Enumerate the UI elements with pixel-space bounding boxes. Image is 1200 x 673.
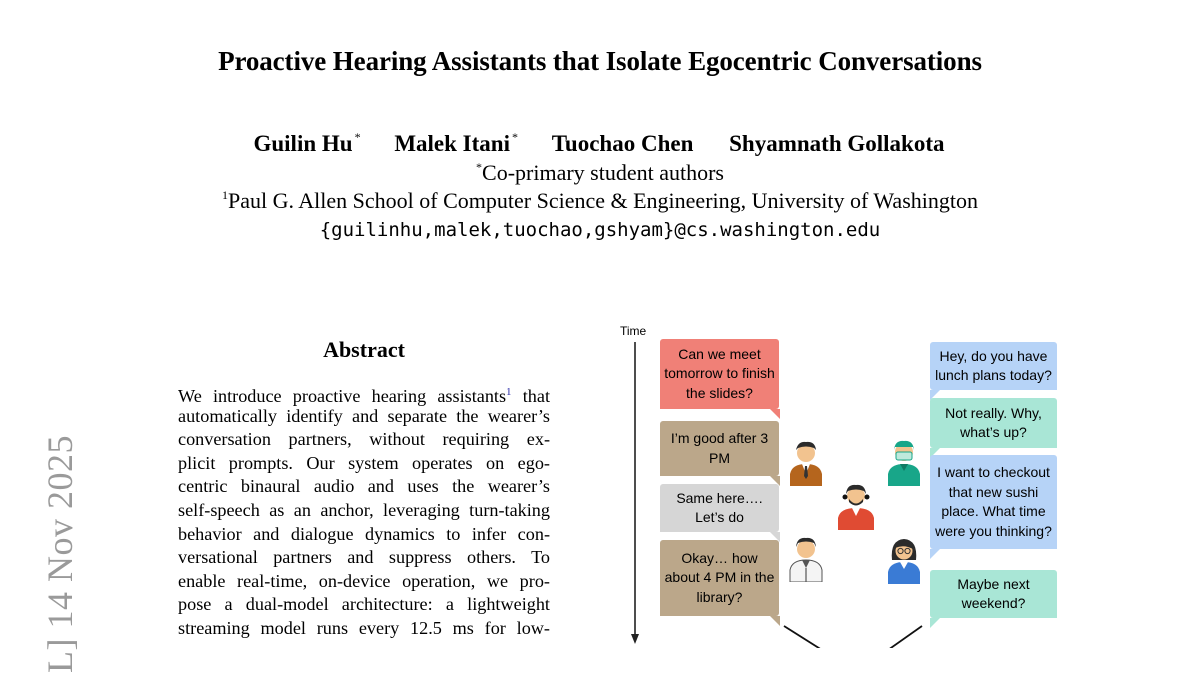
abstract-body [178, 381, 550, 641]
abstract-line: We introduce proactive hearing assistants$^1$ that [178, 386, 550, 406]
bubble-tail [770, 409, 780, 419]
abstract-line: streaming model runs every 12.5 ms for low- [178, 617, 550, 638]
bubble-tail [930, 618, 940, 628]
flow-arrow-left [784, 626, 822, 648]
surgeon-speaker-icon [886, 438, 922, 486]
abstract-line: plicit prompts. Our system operates on ego- [178, 452, 550, 473]
abstract-line: self-speech as an anchor, leveraging turn-taking [178, 499, 550, 520]
abstract-line: versational partners and suppress others. To [178, 547, 550, 568]
time-label: Time [620, 324, 647, 338]
conversation-figure [600, 318, 1080, 648]
author-1: Guilin Hu * [253, 130, 361, 156]
affiliation: $^1$Paul G. Allen School of Computer Science & Engineering, University of Washington [222, 188, 978, 213]
author-3: Tuochao Chen [551, 131, 694, 156]
author-list [0, 130, 1200, 157]
bubble-tail [770, 616, 780, 626]
author-4: Shyamnath Gollakota [729, 131, 945, 156]
flow-arrow-right [888, 626, 922, 648]
abstract-line: automatically identify and separate the wearer’s [178, 405, 550, 426]
speech-bubble-left: I’m good after 3 PM [660, 421, 779, 476]
footnote-marker[interactable]: 1 [506, 386, 512, 398]
speech-bubble-right: Hey, do you have lunch plans today? [930, 342, 1057, 390]
speech-bubble-left: Same here…. Let’s do [660, 484, 779, 532]
speech-bubble-right: Not really. Why, what’s up? [930, 398, 1057, 448]
abstract-line: centric binaural audio and uses the wearer’s [178, 476, 550, 497]
bubble-tail [930, 549, 940, 559]
abstract-line: enable real-time, on-device operation, we pro- [178, 570, 550, 591]
paper-title: Proactive Hearing Assistants that Isolate Egocentric Conversations [218, 46, 982, 76]
wearer-icon [836, 482, 876, 530]
male-speaker-icon [788, 536, 824, 582]
male-speaker-icon [788, 440, 824, 486]
abstract-line: conversation partners, without requiring ex- [178, 429, 550, 450]
abstract-line: pose a dual-model architecture: a lightweight [178, 594, 550, 615]
author-2: Malek Itani * [394, 130, 518, 156]
abstract-heading: Abstract [323, 337, 405, 362]
author-emails: {guilinhu,malek,tuochao,gshyam}@cs.washington.edu [319, 219, 881, 241]
female-speaker-icon [886, 536, 922, 584]
speech-bubble-left: Okay… how about 4 PM in the library? [660, 540, 779, 616]
arxiv-stamp: L] 14 Nov 2025 [40, 435, 80, 673]
abstract-line: behavior and dialogue dynamics to infer con- [178, 523, 550, 544]
speech-bubble-left: Can we meet tomorrow to finish the slides? [660, 339, 779, 409]
co-primary-note: *Co-primary student authors [476, 160, 724, 185]
speech-bubble-right: I want to checkout that new sushi place. What time were you thinking? [930, 455, 1057, 549]
speech-bubble-right: Maybe next weekend? [930, 570, 1057, 618]
